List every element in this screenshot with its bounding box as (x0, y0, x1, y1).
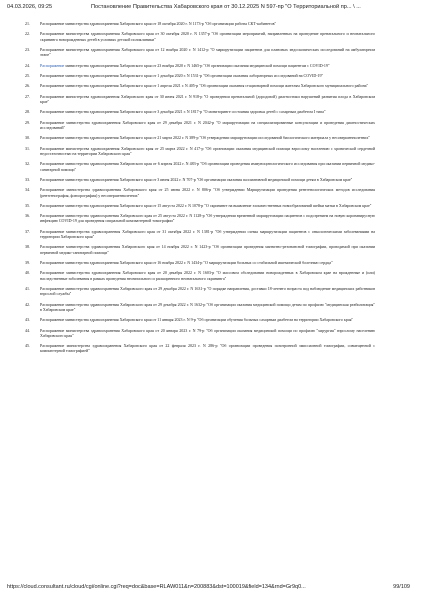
item-text: Распоряжение министерства здравоохранения Хабаровского края от 11 января 2023 г. N 9-р "Об организации обучения больных сахарным диабетом на территории Хабаровского края" (40, 317, 354, 323)
item-number: 43. (25, 317, 30, 323)
item-number: 37. (25, 228, 30, 234)
list-item (25, 135, 375, 140)
item-text: Распоряжение министерства здравоохранения Хабаровского края от 22 февраля 2023 г. N 286-р "Об организации проведения позитронной эмиссионной томографии, совмещенной с компьютерной томографией" (40, 343, 375, 354)
item-text: Распоряжение министерства здравоохранения Хабаровского края от 20 декабря 2022 г. N 1603-р "О массовом обследовании новорожденных в Хабаровском крае на врожденные и (или) наследственные заболевания в рамках проведения неонатального и расширенного неонатального скрининга" (40, 270, 375, 281)
item-number: 24. (25, 62, 30, 68)
item-text: Распоряжение министерства здравоохранения Хабаровского края от 30 октября 2020 г. N 1357-р "Об организации мероприятий, направленных на проведение пренатального и неонатального скрининга новорожденных детей в условиях детской поликлиники" (40, 31, 375, 42)
list-item (25, 161, 375, 171)
page-number: 99/109 (393, 584, 410, 590)
list-item (25, 260, 375, 265)
item-number: 44. (25, 327, 30, 333)
list-item (25, 109, 375, 114)
list-item (25, 203, 375, 208)
item-number: 22. (25, 31, 30, 37)
list-item (25, 47, 375, 57)
list-item (25, 270, 375, 280)
item-number: 23. (25, 46, 30, 52)
item-number: 30. (25, 135, 30, 141)
print-header (7, 4, 417, 14)
list-item (25, 302, 375, 312)
item-text: Распоряжение министерства здравоохранения Хабаровского края от 1 апреля 2021 г. N 405-р "Об организации оказания стационарной помощи жителям Хабаровского муниципального района" (40, 83, 369, 89)
page-url[interactable]: https://cloud.consultant.ru/cloud/cgi/online.cgi?req=doc&base=RLAW011&n=200883&dst=100019&field=134&rnd=Gr9q0... (7, 584, 306, 590)
list-item (25, 21, 375, 26)
item-number: 29. (25, 119, 30, 125)
document-title: Постановление Правительства Хабаровского края от 30.12.2025 N 597-пр "О Территориальной пр... \ ... (91, 4, 361, 10)
document-link[interactable]: Распоряжение (40, 62, 65, 68)
item-number: 25. (25, 72, 30, 78)
item-text: Распоряжение министерства здравоохранения Хабаровского края от 21 марта 2022 г. N 389-р "Об утверждении маршрутизации исследований биологического материала у несовершеннолетних" (40, 135, 371, 141)
item-text: Распоряжение министерства здравоохранения Хабаровского края от 15 августа 2022 г. N 1078-р "О скрининге на выявление злокачественных новообразований шейки матки в Хабаровском крае" (40, 202, 372, 208)
item-text: Распоряжение министерства здравоохранения Хабаровского края от 25 марта 2022 г. N 417-р "Об организации оказания медицинской помощи взрослому населению с хронической сердечной недостаточностью на территории Хабаровского края" (40, 145, 375, 156)
list-item (25, 63, 375, 68)
item-text: Распоряжение министерства здравоохранения Хабаровского края от 6 апреля 2022 г. N 483-р "Об организации проведения иммуноцитологического исследования при оказании первичной медико-санитарной помощи" (40, 161, 375, 172)
item-number: 32. (25, 161, 30, 167)
item-text: Распоряжение министерства здравоохранения Хабаровского края от 18 октября 2020 г. N 1173-р "Об организации работы СКТ-кабинетов" (40, 21, 277, 26)
list-item (25, 177, 375, 182)
item-text: Распоряжение министерства здравоохранения Хабаровского края от 29 декабря 2022 г. N 1631-р "О порядке направления, доставки 18-летнего возраста под наблюдение медицинских работников взрослой службы" (40, 286, 375, 297)
item-number: 35. (25, 202, 30, 208)
item-number: 26. (25, 83, 30, 89)
item-number: 36. (25, 213, 30, 219)
item-text: Распоряжение министерства здравоохранения Хабаровского края от 16 ноября 2022 г. N 1434-р "О маршрутизации больных со стабильной ишемической болезнью сердца" (40, 260, 333, 266)
list-item (25, 73, 375, 78)
item-number: 28. (25, 109, 30, 115)
item-text: Распоряжение министерства здравоохранения Хабаровского края от 3 июня 2022 г. N 707-р "Об организации оказания паллиативной медицинской помощи детям в Хабаровском крае" (40, 176, 353, 182)
item-number: 42. (25, 301, 30, 307)
order-list (25, 21, 375, 359)
item-number: 40. (25, 270, 30, 276)
item-number: 31. (25, 145, 30, 151)
list-item (25, 187, 375, 197)
item-text (40, 63, 375, 68)
item-text: Распоряжение министерства здравоохранения Хабаровского края от 12 ноября 2020 г. N 1412-р "О маршрутизации пациентов для плановых эндоскопических исследований на амбулаторном этапе" (40, 46, 375, 58)
item-number: 33. (25, 176, 30, 182)
item-text: Распоряжение министерства здравоохранения Хабаровского края от 29 декабря 2022 г. N 1632-р "Об организации оказания медицинской помощи детям по профилю "медицинская реабилитация" в Хабаровском крае" (40, 301, 375, 312)
list-item (25, 317, 375, 322)
print-footer (7, 584, 410, 592)
list-item (25, 229, 375, 239)
item-number: 39. (25, 260, 30, 266)
list-item (25, 328, 375, 338)
list-item (25, 244, 375, 254)
item-number: 45. (25, 343, 30, 349)
item-text: Распоряжение министерства здравоохранения Хабаровского края от 1 декабря 2020 г. N 1531-р "Об организации оказания лабораторных исследований на COVID-19" (40, 72, 324, 78)
list-item (25, 286, 375, 296)
item-text: Распоряжение министерства здравоохранения Хабаровского края от 25 июня 2022 г. N 806-р "Об утверждении Маршрутизации проведения рентгенологических методов исследования (рентгенография, флюорография) у несовершеннолетних" (40, 187, 375, 198)
item-text: Распоряжение министерства здравоохранения Хабаровского края от 14 ноября 2022 г. N 1423-р "Об организации проведения магнитно-резонансной томографии, проводимой при оказании первичной медико-санитарной помощи" (40, 244, 375, 255)
item-text: Распоряжение министерства здравоохранения Хабаровского края от 31 октября 2022 г. N 1381-р "Об утверждении схемы маршрутизации пациентов с онкологическими заболеваниями на территории Хабаровского края" (40, 228, 375, 240)
item-text: Распоряжение министерства здравоохранения Хабаровского края от 25 августа 2022 г. N 1128-р "Об утверждении временной маршрутизации пациентов с подозрением на новую коронавирусную инфекцию COVID-19 для проведения спиральной компьютерной томографии" (40, 213, 375, 224)
list-item (25, 343, 375, 353)
item-text: Распоряжение министерства здравоохранения Хабаровского края от 29 декабря 2021 г. N 2042-р "О маршрутизации на специализированные консультации и проведения диагностических исследований" (40, 119, 375, 130)
item-number: 34. (25, 187, 30, 193)
list-item (25, 94, 375, 104)
print-datetime: 04.03.2026, 09:25 (7, 4, 53, 10)
item-text: Распоряжение министерства здравоохранения Хабаровского края от 20 января 2023 г. N 79-р "Об организации оказания медицинской помощи по профилю "хирургия" взрослому населению Хабаровского края" (40, 327, 375, 338)
list-item (25, 31, 375, 41)
item-text: Распоряжение министерства здравоохранения Хабаровского края от 3 декабря 2021 г. N 1817-р "О мониторинге состояния здоровья детей с сахарным диабетом I типа" (40, 109, 326, 115)
item-text: Распоряжение министерства здравоохранения Хабаровского края от 30 июня 2021 г. N 918-р "О проведении пренатальной (дородовой) диагностики нарушений развития плода в Хабаровском крае" (40, 93, 375, 104)
item-number: 38. (25, 244, 30, 250)
item-text-rest: министерства здравоохранения Хабаровского края от 23 ноября 2020 г. N 1465-р "Об организации оказания медицинской помощи пациентам с COVID-19" (64, 62, 330, 68)
item-number: 41. (25, 286, 30, 292)
list-item (25, 83, 375, 88)
item-number: 27. (25, 93, 30, 99)
list-item (25, 120, 375, 130)
item-number: 21. (25, 21, 30, 26)
list-item (25, 146, 375, 156)
list-item (25, 213, 375, 223)
